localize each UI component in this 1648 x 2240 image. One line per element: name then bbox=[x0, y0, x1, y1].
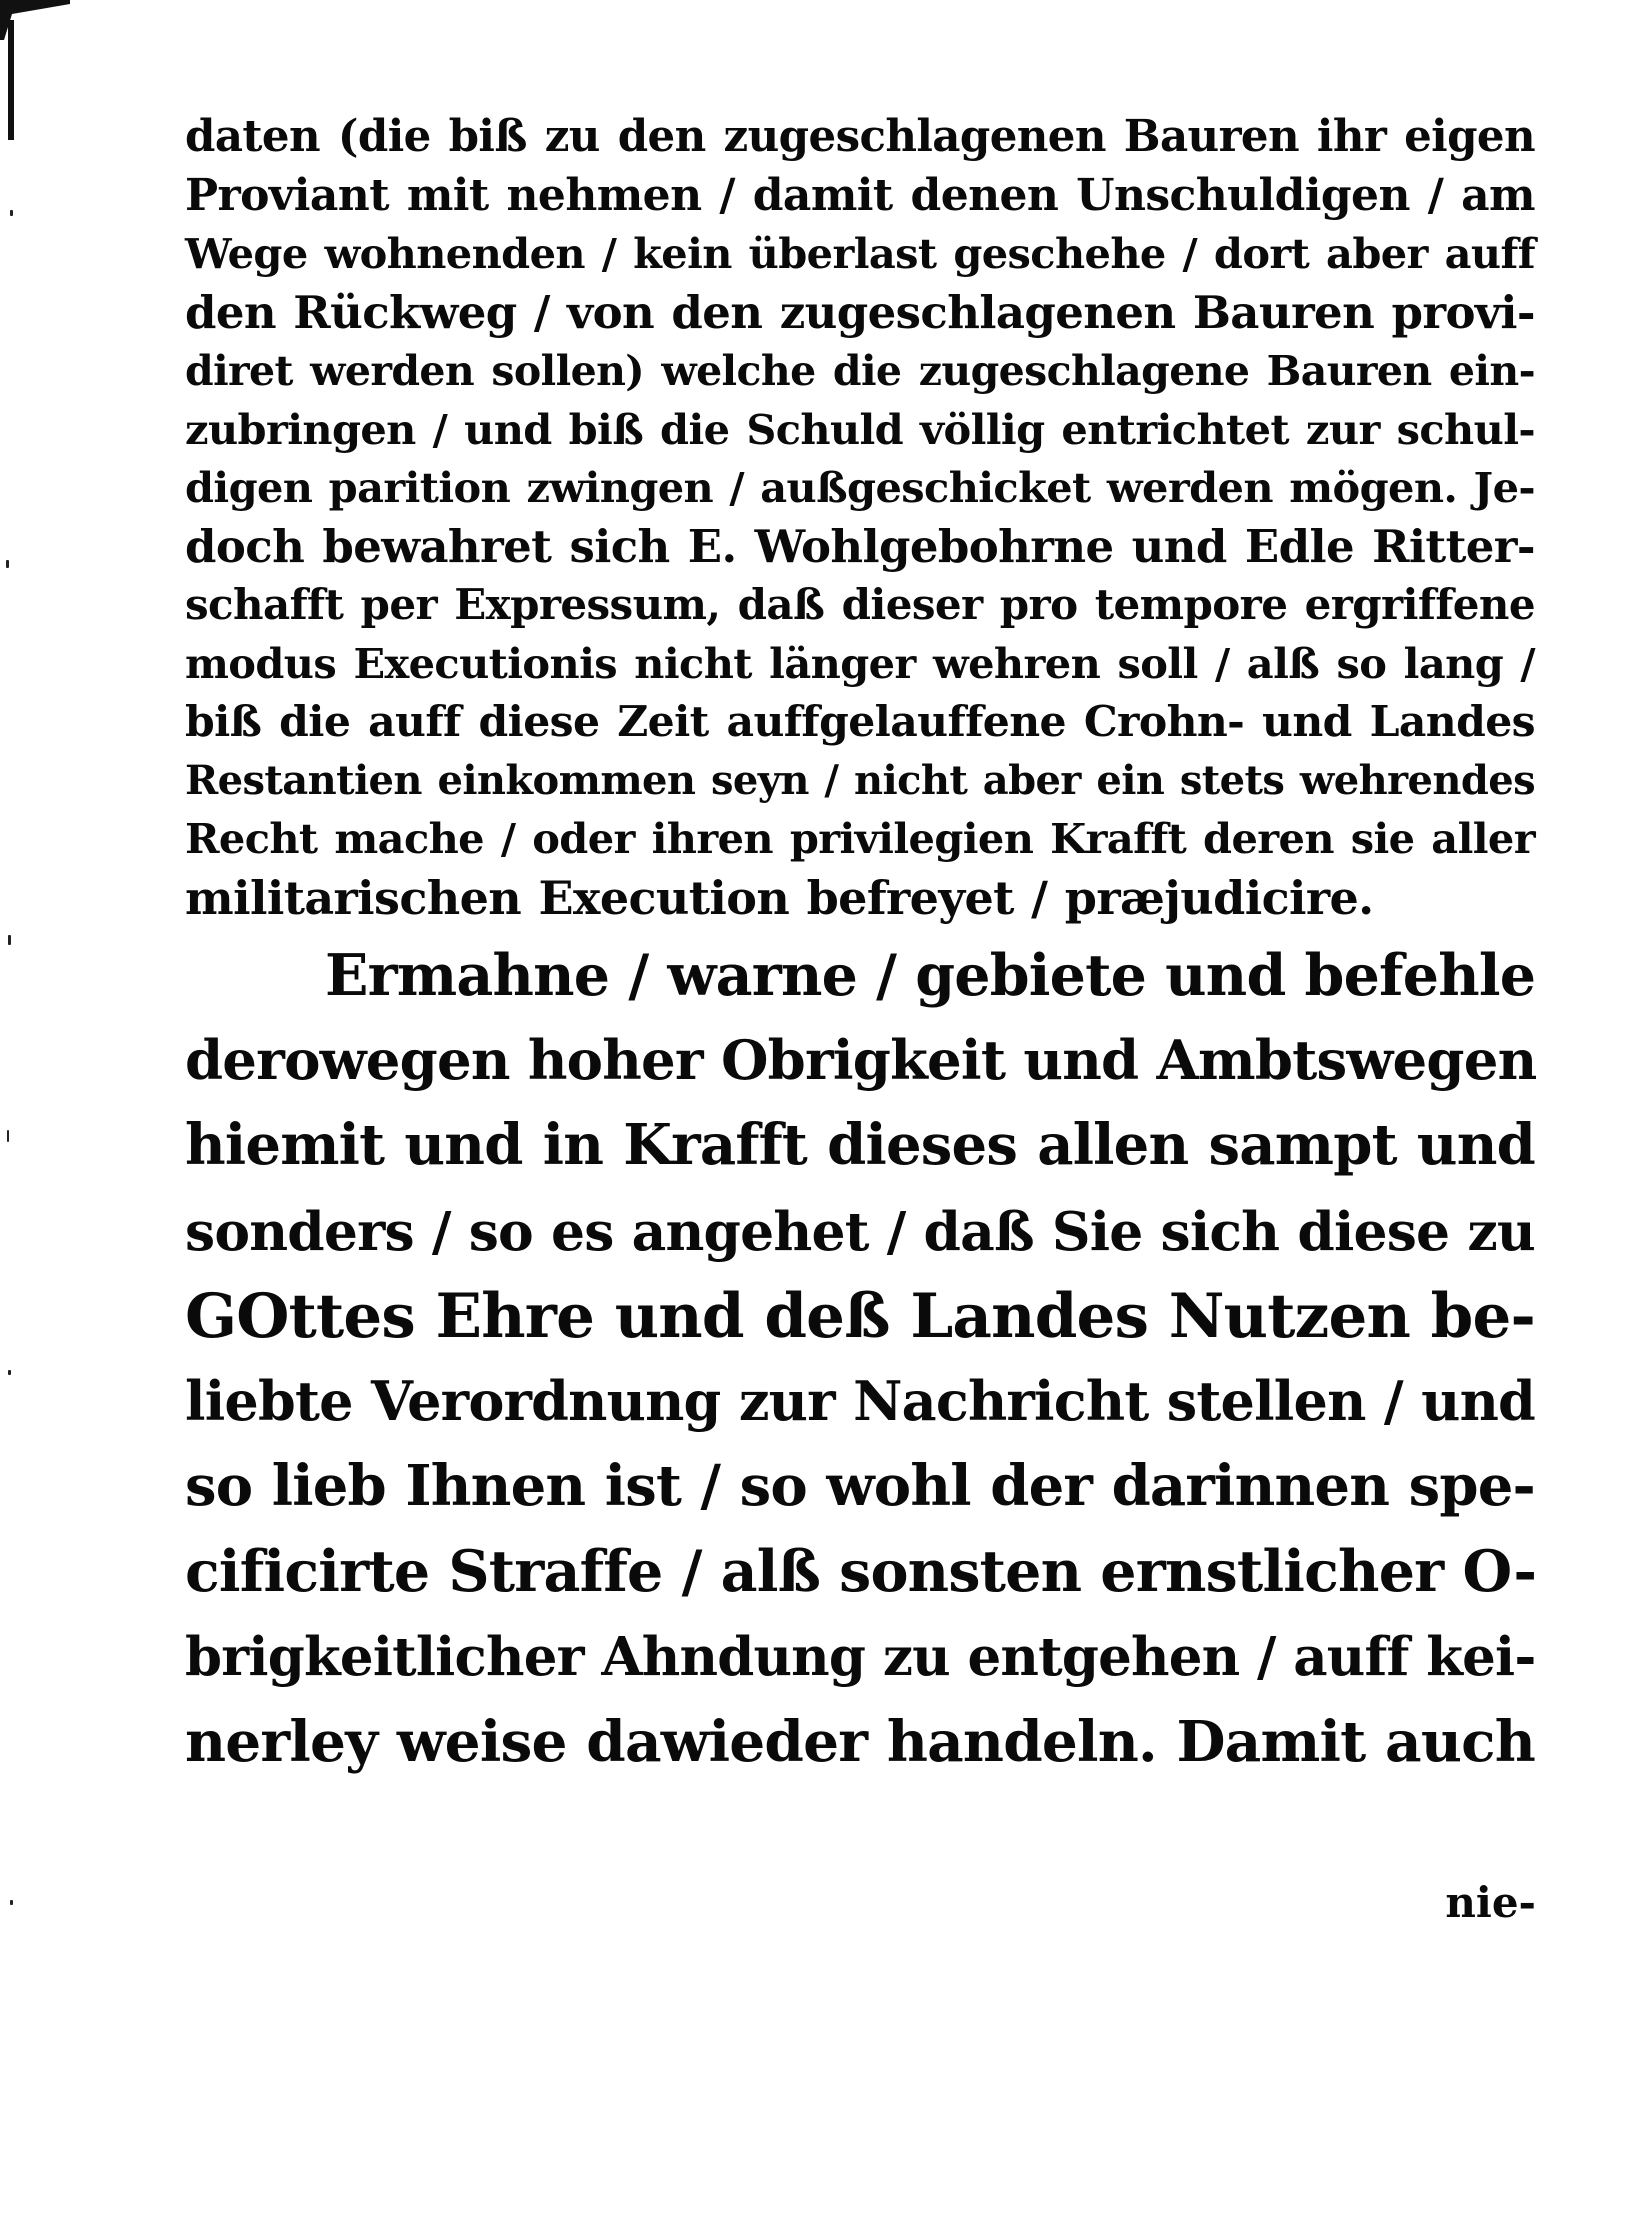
speck bbox=[8, 935, 11, 945]
speck bbox=[10, 1900, 13, 1905]
text-line: Wege wohnenden / kein überlast geschehe / dort aber auff bbox=[185, 229, 1535, 278]
text-line: Restantien einkommen seyn / nicht aber ein stets wehrendes bbox=[185, 756, 1535, 804]
text-line: GOttes Ehre und deß Landes Nutzen be- bbox=[185, 1280, 1535, 1352]
text-line: derowegen hoher Obrigkeit und Ambtswegen bbox=[185, 1028, 1537, 1093]
text-line: Ermahne / warne / gebiete und befehle bbox=[325, 942, 1536, 1009]
text-line: digen parition zwingen / außgeschicket werden mögen. Je- bbox=[185, 463, 1535, 512]
catchword: nie- bbox=[1445, 1878, 1536, 1927]
text-line: militarischen Execution befreyet / præjudicire. bbox=[185, 870, 1374, 925]
page-edge-line bbox=[8, 20, 14, 140]
text-line: modus Executionis nicht länger wehren soll / alß so lang / bbox=[185, 638, 1535, 688]
speck bbox=[10, 210, 13, 216]
speck bbox=[6, 560, 9, 568]
paragraph-small bbox=[185, 108, 1535, 927]
paragraph-large bbox=[185, 933, 1535, 1785]
speck bbox=[8, 1370, 11, 1375]
text-line: hiemit und in Krafft dieses allen sampt und bbox=[185, 1112, 1535, 1179]
body-text bbox=[185, 108, 1535, 1785]
text-line: doch bewahret sich E. Wohlgebohrne und Edle Ritter- bbox=[185, 519, 1535, 573]
text-line: Recht mache / oder ihren privilegien Krafft deren sie aller bbox=[185, 814, 1535, 863]
text-line: den Rückweg / von den zugeschlagenen Bauren provi- bbox=[185, 285, 1535, 339]
text-line: schafft per Expressum, daß dieser pro tempore ergriffene bbox=[185, 580, 1535, 629]
text-line: zubringen / und biß die Schuld völlig entrichtet zur schul- bbox=[185, 404, 1535, 454]
text-line: daten (die biß zu den zugeschlagenen Bauren ihr eigen bbox=[185, 111, 1535, 162]
text-line: biß die auff diese Zeit auffgelauffene Crohn- und Landes bbox=[185, 697, 1535, 747]
text-line: liebte Verordnung zur Nachricht stellen / und bbox=[185, 1368, 1535, 1433]
text-line: brigkeitlicher Ahndung zu entgehen / auff kei- bbox=[185, 1625, 1536, 1688]
text-line: nerley weise dawieder handeln. Damit auch bbox=[185, 1708, 1535, 1775]
text-line: cificirte Straffe / alß sonsten ernstlicher O- bbox=[185, 1538, 1537, 1606]
text-line: Proviant mit nehmen / damit denen Unschuldigen / am bbox=[185, 169, 1535, 221]
text-line: diret werden sollen) welche die zugeschlagene Bauren ein- bbox=[185, 347, 1535, 395]
speck bbox=[7, 1130, 9, 1142]
text-line: so lieb Ihnen ist / so wohl der darinnen spe- bbox=[185, 1453, 1535, 1520]
text-line: sonders / so es angehet / daß Sie sich diese zu bbox=[185, 1199, 1535, 1263]
